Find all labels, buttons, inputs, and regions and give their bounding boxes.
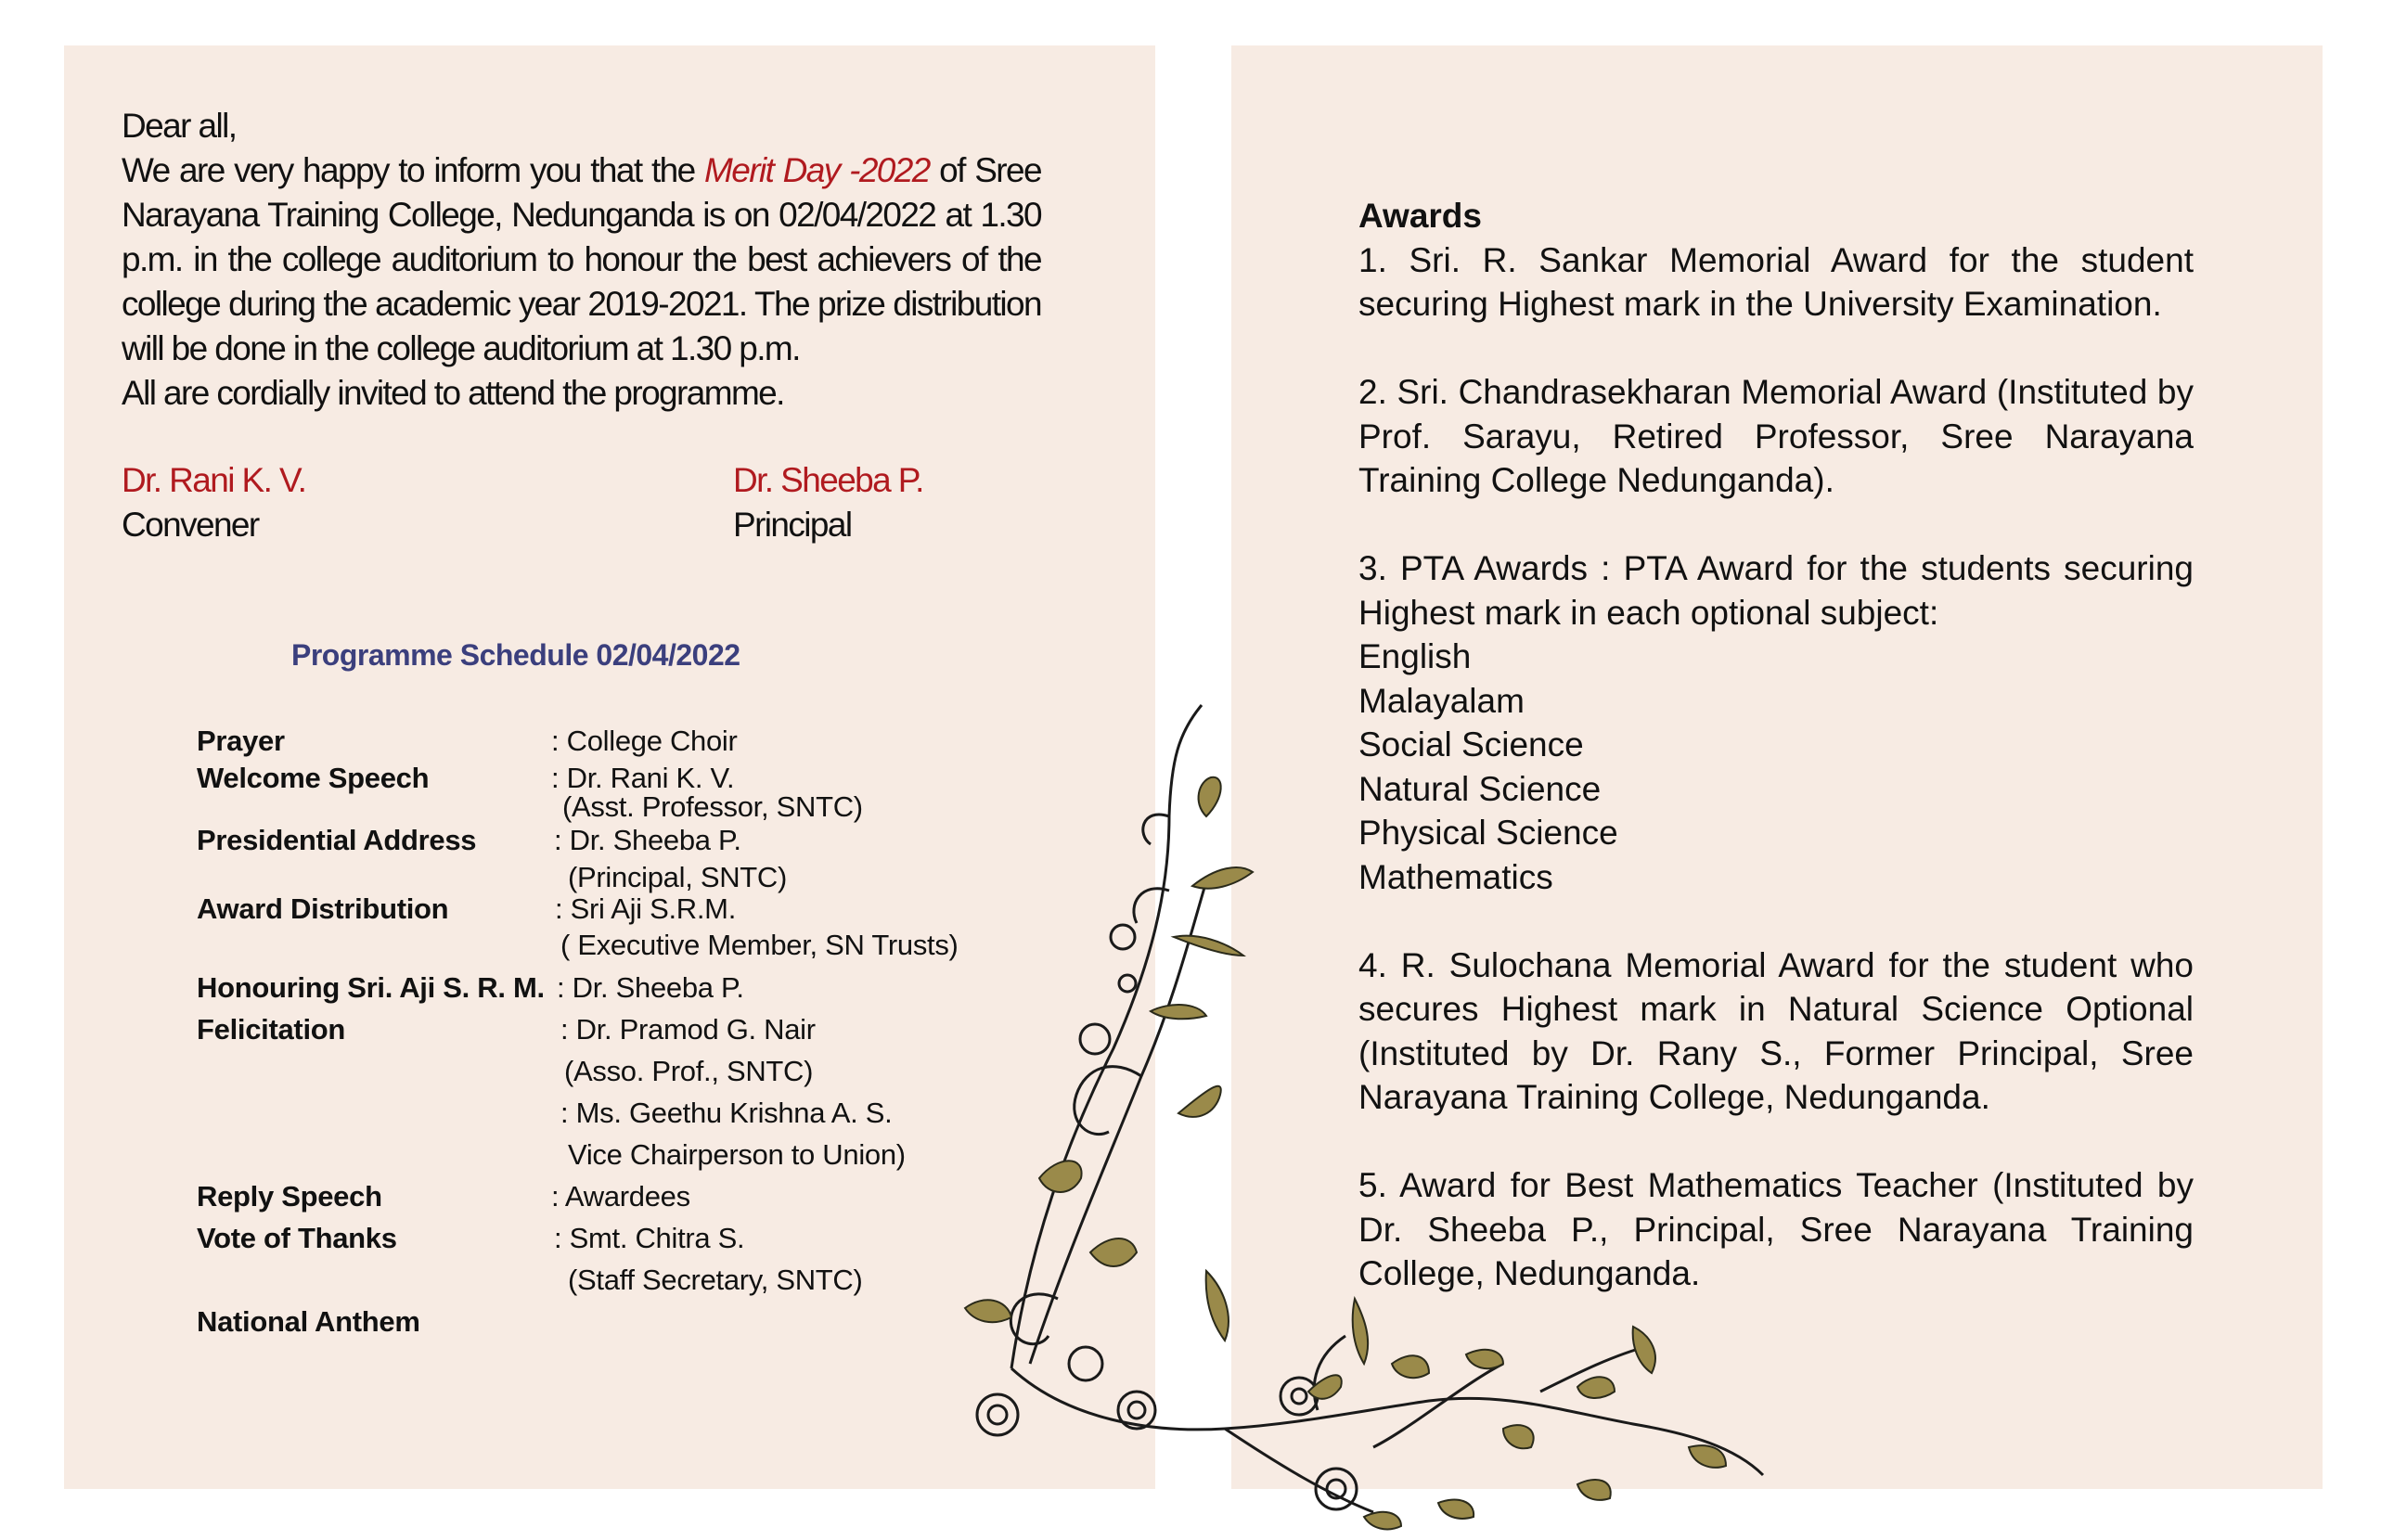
signatory-role: Principal bbox=[733, 506, 852, 544]
invitation-letter bbox=[122, 104, 1041, 416]
schedule-value: (Asso. Prof., SNTC) bbox=[564, 1055, 814, 1087]
schedule-label: Prayer bbox=[197, 725, 285, 757]
schedule-label: Presidential Address bbox=[197, 824, 477, 856]
invitation-line: All are cordially invited to attend the programme. bbox=[122, 374, 784, 412]
schedule-value: : Smt. Chitra S. bbox=[554, 1222, 745, 1254]
schedule-title: Programme Schedule 02/04/2022 bbox=[291, 638, 740, 672]
award-item: 3. PTA Awards : PTA Award for the students securing Highest mark in each optional subject: bbox=[1358, 549, 2194, 632]
award-item: 4. R. Sulochana Memorial Award for the student who secures Highest mark in Natural Science Optional (Instituted by Dr. Rany S., Former Principal, Sree Narayana Training College, Nedunganda. bbox=[1358, 945, 2194, 1116]
signatory-convener bbox=[122, 458, 305, 547]
schedule-value: : Dr. Sheeba P. bbox=[554, 824, 741, 856]
subject-item: Social Science bbox=[1358, 725, 1584, 764]
schedule-value: ( Executive Member, SN Trusts) bbox=[560, 929, 959, 961]
awards-list bbox=[1358, 194, 2194, 1296]
schedule-value: : Awardees bbox=[551, 1180, 690, 1213]
schedule-value: : Dr. Rani K. V. bbox=[551, 762, 735, 794]
signatory-name: Dr. Rani K. V. bbox=[122, 461, 306, 499]
greeting: Dear all, bbox=[122, 107, 237, 145]
schedule-value: : Sri Aji S.R.M. bbox=[555, 892, 737, 925]
schedule-value: : Ms. Geethu Krishna A. S. bbox=[560, 1097, 893, 1129]
subject-item: Natural Science bbox=[1358, 769, 1602, 808]
schedule-label: Honouring Sri. Aji S. R. M. bbox=[197, 971, 545, 1004]
award-item: 1. Sri. R. Sankar Memorial Award for the student securing Highest mark in the University Examination. bbox=[1358, 240, 2194, 323]
schedule-value: (Principal, SNTC) bbox=[568, 861, 788, 893]
subject-item: Malayalam bbox=[1358, 681, 1525, 720]
signatory-principal bbox=[733, 458, 923, 547]
signatory-role: Convener bbox=[122, 506, 259, 544]
schedule-label: Welcome Speech bbox=[197, 762, 430, 794]
schedule-value: : College Choir bbox=[551, 725, 738, 757]
schedule-label: Award Distribution bbox=[197, 892, 449, 925]
schedule-value: (Staff Secretary, SNTC) bbox=[568, 1264, 863, 1296]
schedule-value: : Dr. Sheeba P. bbox=[557, 971, 744, 1004]
award-item: 5. Award for Best Mathematics Teacher (Instituted by Dr. Sheeba P., Principal, Sree Narayana Training College, Nedunganda. bbox=[1358, 1166, 2194, 1292]
award-item: 2. Sri. Chandrasekharan Memorial Award (Instituted by Prof. Sarayu, Retired Professor, Sree Narayana Training College Nedunganda). bbox=[1358, 373, 2194, 499]
intro-before: We are very happy to inform you that the bbox=[122, 151, 705, 189]
intro-after: of Sree Narayana Training College, Nedunganda is on 02/04/2022 at 1.30 p.m. in the college auditorium to honour the best achievers of the college during the academic year 2019-2021. The prize distribution will be done in the college auditorium at 1.30 p.m. bbox=[122, 151, 1041, 367]
schedule-label: Vote of Thanks bbox=[197, 1222, 397, 1254]
schedule-value: (Asst. Professor, SNTC) bbox=[562, 790, 863, 823]
awards-heading: Awards bbox=[1358, 197, 1482, 235]
intro-paragraph bbox=[122, 148, 1041, 371]
subject-item: Mathematics bbox=[1358, 857, 1553, 896]
subject-item: English bbox=[1358, 637, 1472, 675]
event-name: Merit Day -2022 bbox=[704, 151, 930, 189]
schedule-value: Vice Chairperson to Union) bbox=[568, 1138, 906, 1171]
schedule-label: Felicitation bbox=[197, 1013, 346, 1046]
schedule-value: : Dr. Pramod G. Nair bbox=[560, 1013, 816, 1046]
schedule-label: Reply Speech bbox=[197, 1180, 382, 1213]
subject-item: Physical Science bbox=[1358, 814, 1618, 852]
schedule-label: National Anthem bbox=[197, 1305, 420, 1338]
signatory-name: Dr. Sheeba P. bbox=[733, 461, 923, 499]
